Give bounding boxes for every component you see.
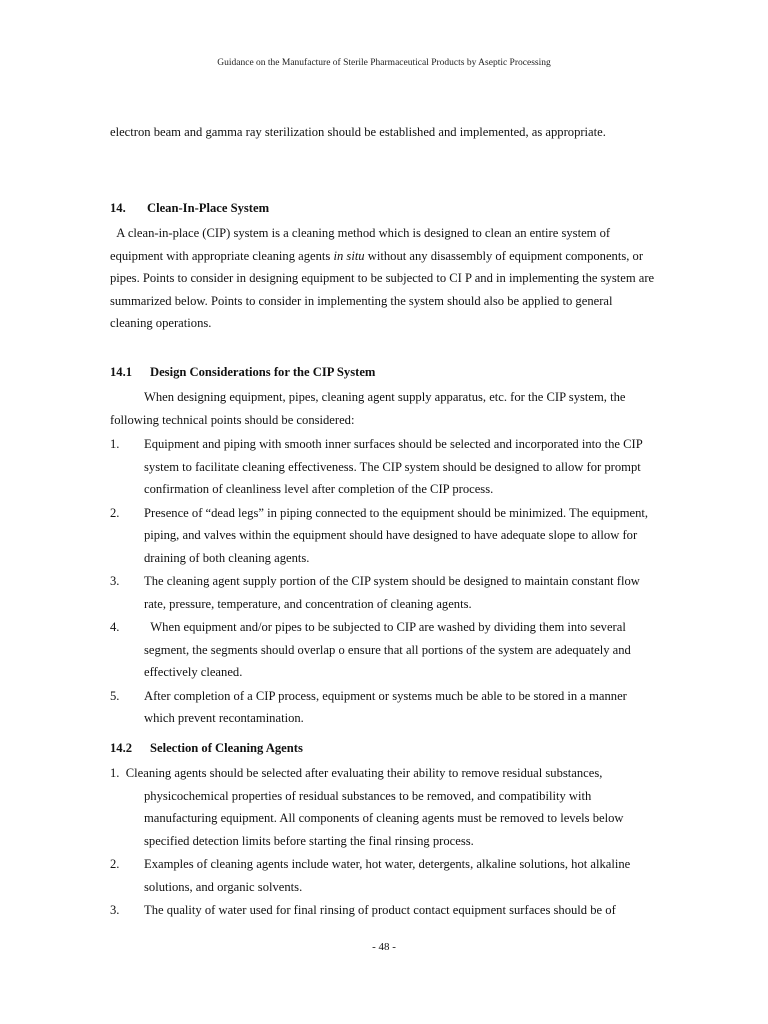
- page-number: - 48 -: [372, 941, 396, 953]
- list-item: [110, 502, 658, 570]
- list-item: [110, 899, 658, 922]
- list-item-first-line: 1. Cleaning agents should be selected after evaluating their ability to remove residual substances,: [110, 766, 603, 780]
- list-item-text: Examples of cleaning agents include water, hot water, detergents, alkaline solutions, hot alkaline solutions, and organic solvents.: [144, 857, 631, 894]
- section-14-1-heading: [110, 361, 658, 384]
- list-item-text: When equipment and/or pipes to be subjected to CIP are washed by dividing them into several segment, the segments should overlap o ensure that all portions of the system are adequately and effectively cleaned.: [144, 620, 634, 679]
- section-14-body-post: without any disassembly of equipment components, or pipes. Points to consider in designing equipment to be subjected to CI P and in implementing the system are summarized below. Points to consider in implementing the system should also be applied to general cleaning operations.: [110, 248, 658, 330]
- list-marker: 5.: [110, 688, 120, 703]
- list-marker: 2.: [110, 505, 120, 520]
- list-item: [110, 853, 658, 898]
- list-item: [110, 685, 658, 730]
- section-14-2-heading: [110, 737, 658, 760]
- list-item: [110, 762, 658, 852]
- section-14-1-number: 14.1: [110, 365, 133, 379]
- list-item: [110, 570, 658, 615]
- list-item: [110, 433, 658, 501]
- intro-line: electron beam and gamma ray sterilization should be established and implemented, as appropriate.: [110, 125, 606, 139]
- section-14-heading: [110, 197, 658, 220]
- section-14-body-italic: in situ: [333, 248, 365, 263]
- list-item-continuation: physicochemical properties of residual substances to be removed, and compatibility with manufacturing equipment. All components of cleaning agents must be removed to levels below specified detection limits before starting the final rinsing process.: [144, 788, 627, 848]
- running-header: Guidance on the Manufacture of Sterile Pharmaceutical Products by Aseptic Processing: [217, 58, 551, 68]
- list-marker: 4.: [110, 620, 120, 634]
- section-14-body: [110, 222, 658, 335]
- list-marker: 2.: [110, 857, 120, 871]
- section-14-title: Clean-In-Place System: [147, 201, 270, 215]
- section-14-number: 14.: [110, 201, 126, 215]
- list-marker: 3.: [110, 574, 120, 588]
- list-item-text: The quality of water used for final rinsing of product contact equipment surfaces should be of: [144, 903, 616, 917]
- list-item-text: Equipment and piping with smooth inner surfaces should be selected and incorporated into the CIP system to facilitate cleaning effectiveness. The CIP system should be designed to allow for prompt confirmation of cleanliness level after completion of the CIP process.: [144, 437, 643, 496]
- list-marker: 3.: [110, 903, 120, 917]
- list-item: [110, 616, 658, 684]
- section-14-2-list: [110, 762, 658, 922]
- section-14-1-list: [110, 433, 658, 730]
- section-14-1-intro: When designing equipment, pipes, cleaning agent supply apparatus, etc. for the CIP system, the following technical points should be considered:: [110, 390, 626, 427]
- list-item-text: Presence of “dead legs” in piping connected to the equipment should be minimized. The equipment, piping, and valves within the equipment should have designed to have adequate slope to allow for draining of both cleaning agents.: [144, 505, 649, 565]
- list-item-text: The cleaning agent supply portion of the CIP system should be designed to maintain constant flow rate, pressure, temperature, and concentration of cleaning agents.: [144, 574, 640, 611]
- list-item-text: After completion of a CIP process, equipment or systems much be able to be stored in a manner which prevent recontamination.: [144, 688, 627, 725]
- section-14-body-pre: A clean-in-place (CIP) system is a cleaning method which is designed to clean an entire system of equipment with appropriate cleaning agents: [110, 226, 614, 263]
- section-14-2-number: 14.2: [110, 741, 133, 755]
- section-14-2-title: Selection of Cleaning Agents: [150, 741, 303, 755]
- section-14-1-title: Design Considerations for the CIP System: [150, 365, 376, 379]
- list-marker: 1.: [110, 437, 120, 451]
